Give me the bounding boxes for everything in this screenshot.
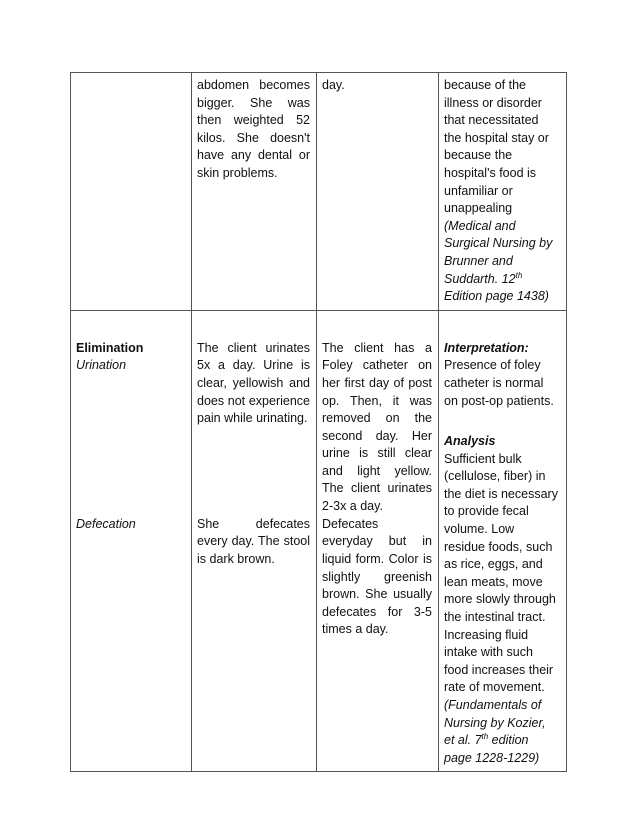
text-line: on post-op patients. xyxy=(444,393,554,408)
text-line: Increasing fluid xyxy=(444,627,529,642)
urination-subjective: The client urinates 5x a day. Urine is clear, yellowish and does not experience pain while urinating. xyxy=(197,340,310,426)
reference-line: (Fundamentals of xyxy=(444,698,542,712)
cell-empty xyxy=(71,73,192,311)
text-line: the diet is necessary xyxy=(444,486,558,501)
text-line: intake with such xyxy=(444,645,533,660)
reference-text: Suddarth. 12 xyxy=(444,271,516,286)
urination-label: Urination xyxy=(76,358,127,373)
cell-objective xyxy=(317,310,439,772)
cell-analysis xyxy=(439,310,567,772)
cell-subjective: abdomen becomes bigger. She was then weighted 52 kilos. She doesn't have any dental or skin problems. xyxy=(192,73,317,311)
text-line: (cellulose, fiber) in xyxy=(444,469,546,484)
reference-line: Edition page 1438) xyxy=(444,289,549,304)
text-line: food increases their xyxy=(444,662,554,677)
text-line: unappealing xyxy=(444,201,513,216)
text-line: the hospital stay or xyxy=(444,130,549,145)
defecation-subjective: She defecates every day. The stool is dark brown. xyxy=(197,516,310,566)
text-line: lean meats, move xyxy=(444,574,543,589)
text-line: because of the xyxy=(444,78,527,92)
superscript: th xyxy=(515,270,523,280)
urination-objective: The client has a Foley catheter on her first day of post op. Then, it was removed on the second day. Her urine is still clear and light yellow. The client urinates 2-3x a day. xyxy=(322,340,432,514)
text-line: illness or disorder xyxy=(444,95,542,110)
cell-analysis xyxy=(439,73,567,311)
interpretation-heading: Interpretation: xyxy=(444,340,529,355)
text-line: catheter is normal xyxy=(444,375,544,390)
reference-line: Brunner and xyxy=(444,253,513,268)
text-line: unfamiliar or xyxy=(444,183,513,198)
text-line: Presence of foley xyxy=(444,358,541,373)
category-heading: Elimination xyxy=(76,340,144,355)
table-row xyxy=(71,73,567,311)
reference-text: et al. 7 xyxy=(444,733,482,748)
reference-line xyxy=(444,271,560,289)
table-row xyxy=(71,310,567,772)
text-line: volume. Low xyxy=(444,522,515,537)
reference-line: Surgical Nursing by xyxy=(444,236,553,251)
text-line: rate of movement. xyxy=(444,680,545,695)
defecation-label: Defecation xyxy=(76,516,136,531)
cell-subjective xyxy=(192,310,317,772)
text-line: Sufficient bulk xyxy=(444,451,522,466)
text-line: more slowly through xyxy=(444,592,556,607)
analysis-heading: Analysis xyxy=(444,434,496,449)
text-line: that necessitated xyxy=(444,113,539,128)
cell-objective: day. xyxy=(317,73,439,311)
text-line: because the xyxy=(444,148,513,163)
text-line: hospital's food is xyxy=(444,165,537,180)
cell-category xyxy=(71,310,192,772)
text-line: residue foods, such xyxy=(444,539,553,554)
reference-line: Nursing by Kozier, xyxy=(444,715,546,730)
reference-line: (Medical and xyxy=(444,218,516,233)
superscript: th xyxy=(481,732,489,742)
text-line: as rice, eggs, and xyxy=(444,557,543,572)
reference-line xyxy=(444,732,560,750)
text-line: to provide fecal xyxy=(444,504,529,519)
reference-text: edition xyxy=(488,733,529,748)
assessment-table xyxy=(70,72,567,772)
defecation-objective: Defecates everyday but in liquid form. Color is slightly greenish brown. She usually defecates for 3-5 times a day. xyxy=(322,516,432,637)
reference-line: page 1228-1229) xyxy=(444,750,540,765)
text-line: the intestinal tract. xyxy=(444,610,546,625)
